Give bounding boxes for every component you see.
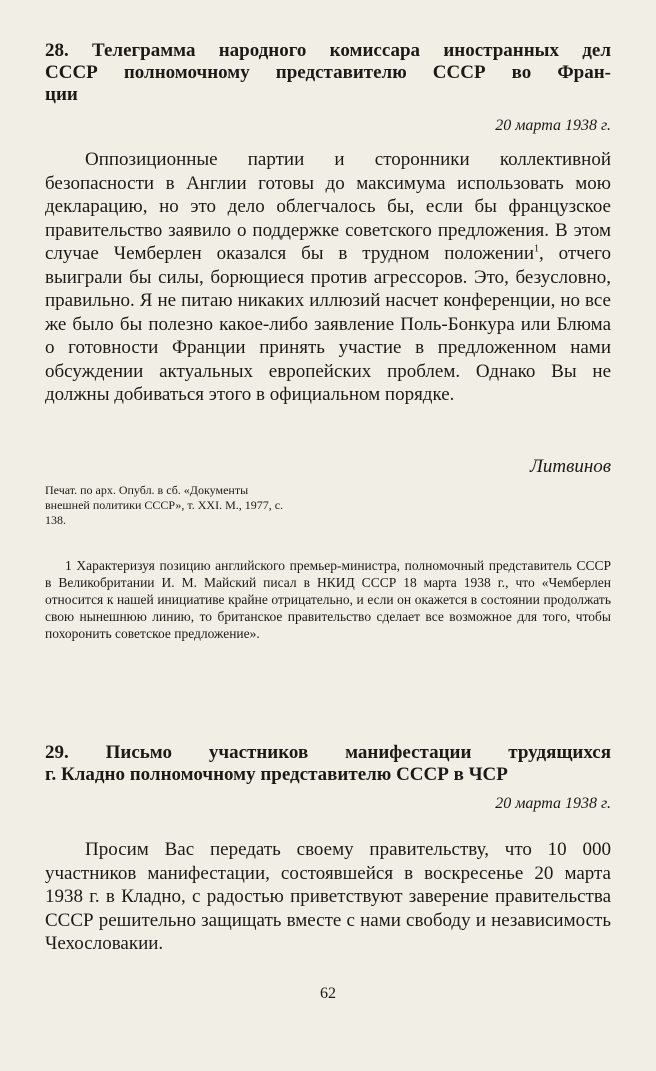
document-28-body — [45, 148, 611, 407]
document-29 — [45, 742, 611, 814]
body-text-part-1: Оппозиционные партии и сторонники коллективной безопасности в Англии готовы до максимума использовать мою декларацию, но это дело облегчалось бы, если бы французское правительство заявило о поддержке советского предложения. В этом случае Чемберлен оказался бы в трудном положении — [45, 149, 611, 264]
document-28 — [45, 40, 611, 136]
body-text-part-2: , отчего выиграли бы силы, борющиеся против агрессоров. Это, безусловно, правильно. Я не питаю никаких иллюзий насчет конференции, но все же было бы полезно какое-либо заявление Поль-Бонкура или Блюма о готовности Франции принять участие в предложенном нами обсуждении актуальных европейских проблем. Однако Вы не должны добиваться этого в официальном порядке. — [45, 243, 611, 405]
document-29-title — [45, 742, 611, 786]
footnote-text: Характеризуя позицию английского премьер-министра, полномочный представитель СССР в Великобритании И. М. Майский писал в НКИД СССР 18 марта 1938 г., что «Чемберлен относится к нашей инициативе крайне отрицательно, и если он окажется в состоянии продолжать свою нынешнюю линию, то британское правительство сделает все возможное для того, чтобы похоронить советское предложение». — [45, 558, 612, 641]
footnote — [45, 557, 611, 642]
page-number: 62 — [320, 985, 336, 1002]
title-line: 28. Телеграмма народного комиссара иностранных дел — [45, 40, 611, 61]
document-28-title — [45, 40, 611, 106]
footnote-number: 1 — [65, 558, 72, 573]
archive-note: Печат. по арх. Опубл. в сб. «Документы внешней политики СССР», т. XXI. М., 1977, с. 138. — [45, 483, 284, 527]
document-29-body: Просим Вас передать своему правительству, что 10 000 участников манифестации, состоявшейся в воскресенье 20 марта 1938 г. в Кладно, с радостью приветствуют заверение правительства СССР решительно защищать вместе с нами свободу и независимость Чехословакии. — [45, 839, 611, 954]
document-28-date: 20 марта 1938 г. — [495, 117, 611, 134]
title-line: г. Кладно полномочному представителю СССР в ЧСР — [45, 764, 508, 785]
signature: Литвинов — [529, 456, 611, 477]
document-29-date: 20 марта 1938 г. — [495, 795, 611, 812]
title-line: СССР полномочному представителю СССР во Фран- — [45, 62, 611, 83]
title-line: ции — [45, 84, 78, 105]
title-line: 29. Письмо участников манифестации трудящихся — [45, 742, 611, 763]
footnote-reference: 1 — [534, 243, 539, 255]
